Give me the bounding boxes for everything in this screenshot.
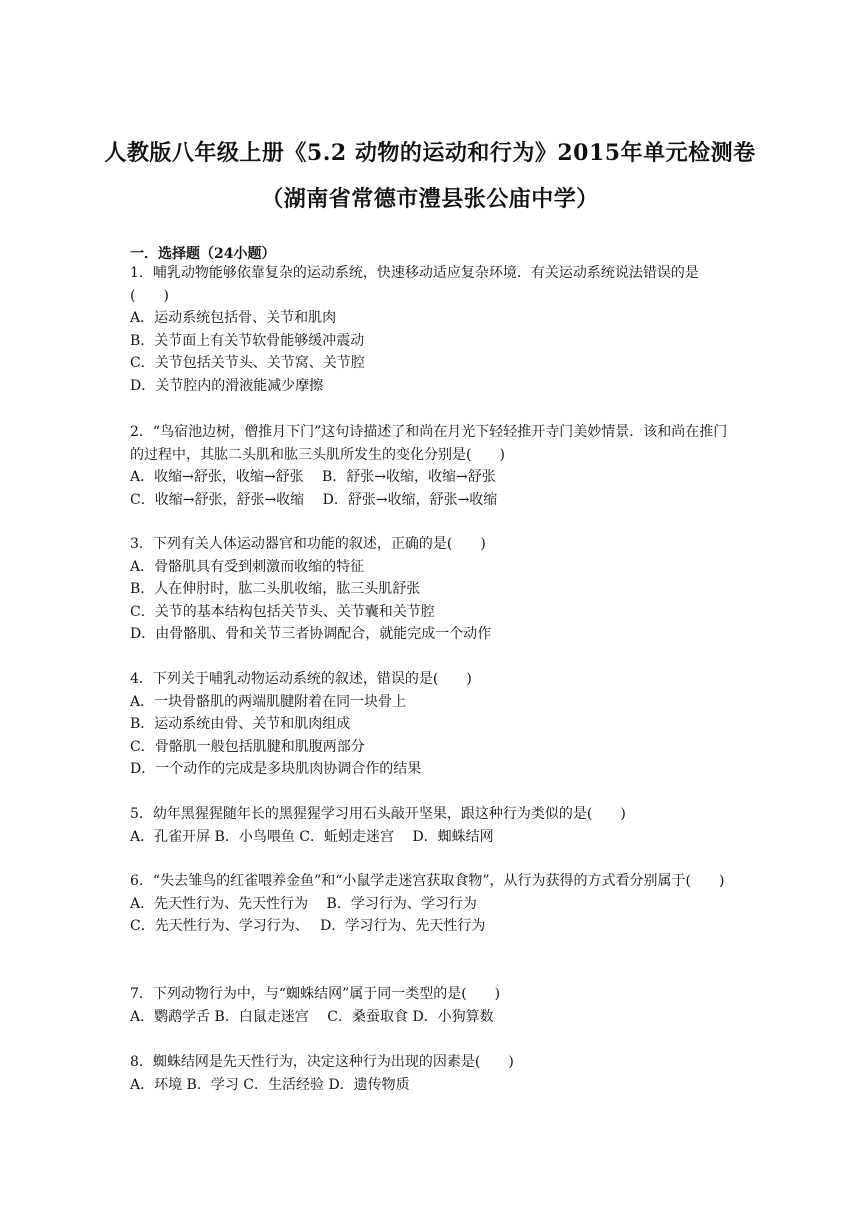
question-1 [130, 262, 730, 398]
option-c: C．关节的基本结构包括关节头、关节囊和关节腔 [130, 603, 435, 620]
question-stem: 6．“失去雏鸟的红雀喂养金鱼”和“小鼠学走迷宫获取食物”，从行为获得的方式看分别属于( ) [130, 873, 725, 889]
option-c: C．骨骼肌一般包括肌腱和肌腹两部分 [130, 738, 365, 755]
document-title: 人教版八年级上册《5.2 动物的运动和行为》2015年单元检测卷 [104, 140, 756, 166]
question-5 [130, 803, 730, 848]
question-stem: 5．幼年黑猩猩随年长的黑猩猩学习用石头敲开坚果，跟这种行为类似的是( ) [130, 806, 626, 822]
question-6 [130, 870, 730, 938]
question-stem: 7．下列动物行为中，与“蜘蛛结网”属于同一类型的是( ) [130, 986, 501, 1002]
option-a: A．骨骼肌具有受到刺激而收缩的特征 [130, 558, 365, 575]
option-row: A．孔雀开屏 B．小鸟喂鱼 C．蚯蚓走迷宫 D．蜘蛛结网 [130, 828, 494, 845]
question-2 [130, 421, 730, 511]
question-stem: 1．哺乳动物能够依靠复杂的运动系统，快速移动适应复杂环境．有关运动系统说法错误的是( ) [130, 265, 699, 304]
question-stem: 8．蜘蛛结网是先天性行为，决定这种行为出现的因素是( ) [130, 1054, 514, 1070]
option-row-2: C．收缩→舒张，舒张→收缩 D．舒张→收缩，舒张→收缩 [130, 491, 498, 508]
section-heading: 一．选择题（24小题） [130, 246, 276, 262]
option-row-1: A．先天性行为、先天性行为 B．学习行为、学习行为 [130, 895, 477, 912]
question-8 [130, 1051, 730, 1096]
option-row: A．环境 B．学习 C．生活经验 D．遗传物质 [130, 1076, 410, 1093]
option-row: A．鹦鹉学舌 B．白鼠走迷宫 C．桑蚕取食 D．小狗算数 [130, 1008, 494, 1025]
option-a: A．运动系统包括骨、关节和肌肉 [130, 310, 337, 327]
option-row-2: C．先天性行为、学习行为、 D．学习行为、先天性行为 [130, 918, 486, 935]
question-stem: 2．“鸟宿池边树，僧推月下门”这句诗描述了和尚在月光下轻轻推开寺门美妙情景．该和尚在推门的过程中，其肱二头肌和肱三头肌所发生的变化分别是( ) [130, 424, 728, 463]
question-4 [130, 668, 730, 781]
option-row-1: A．收缩→舒张，收缩→舒张 B．舒张→收缩，收缩→舒张 [130, 469, 496, 486]
question-3 [130, 533, 730, 646]
option-d: D．由骨骼肌、骨和关节三者协调配合，就能完成一个动作 [130, 626, 492, 643]
option-b: B．人在伸肘时，肱二头肌收缩，肱三头肌舒张 [130, 581, 421, 598]
document-subtitle: （湖南省常德市澧县张公庙中学） [261, 186, 599, 212]
option-b: B．运动系统由骨、关节和肌肉组成 [130, 716, 351, 733]
option-a: A．一块骨骼肌的两端肌腱附着在同一块骨上 [130, 693, 407, 710]
option-d: D．一个动作的完成是多块肌肉协调合作的结果 [130, 761, 422, 778]
option-b: B．关节面上有关节软骨能够缓冲震动 [130, 332, 365, 349]
question-stem: 3．下列有关人体运动器官和功能的叙述，正确的是( ) [130, 536, 486, 552]
question-7 [130, 983, 730, 1028]
option-d: D．关节腔内的滑液能减少摩擦 [130, 377, 324, 394]
question-stem: 4．下列关于哺乳动物运动系统的叙述，错误的是( ) [130, 671, 472, 687]
option-c: C．关节包括关节头、关节窝、关节腔 [130, 355, 365, 372]
